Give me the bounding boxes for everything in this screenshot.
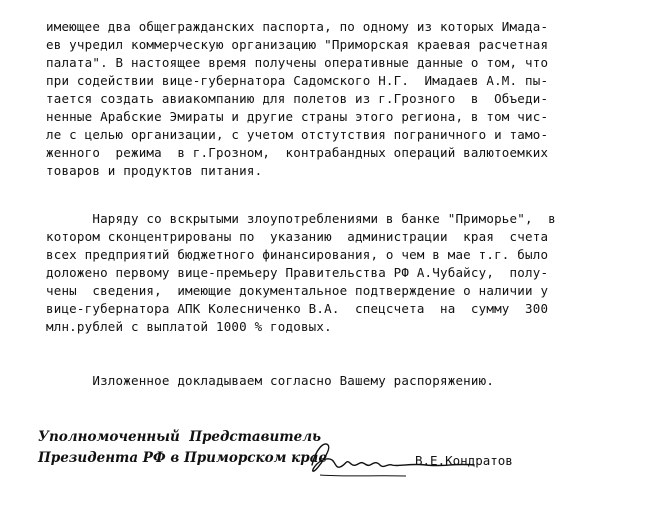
text-line: котором сконцентрированы по указанию администрации края счета xyxy=(46,229,549,244)
paragraph-3 xyxy=(46,372,636,425)
signatory-title-line-1: Уполномоченный Представитель xyxy=(38,429,321,445)
text-line: ненные Арабские Эмираты и другие страны этого региона, в том чис- xyxy=(46,109,549,124)
text-line: доложено первому вице-премьеру Правительства РФ А.Чубайсу, полу- xyxy=(46,265,549,280)
text-line: вице-губернатора АПК Колесниченко В.А. спецсчета на сумму 300 xyxy=(46,301,549,316)
text-line: ле с целью организации, с учетом отстутствия пограничного и тамо- xyxy=(46,127,549,142)
text-line: при содействии вице-губернатора Садомского Н.Г. Имадаев А.М. пы- xyxy=(46,73,549,88)
text-line: ев учредил коммерческую организацию "Приморская краевая расчетная xyxy=(46,37,549,52)
signature-block xyxy=(38,429,638,489)
paragraph-2 xyxy=(46,210,636,368)
signatory-name: В.Е.Кондратов xyxy=(415,453,513,468)
text-line: чены сведения, имеющие документальное подтверждение о наличии у xyxy=(46,283,549,298)
paragraph-1 xyxy=(46,18,636,212)
text-line: товаров и продуктов питания. xyxy=(46,163,263,178)
text-line: Наряду со вскрытыми злоупотреблениями в банке "Приморье", в xyxy=(46,211,556,226)
text-line: женного режима в г.Грозном, контрабандных операций валютоемких xyxy=(46,145,549,160)
text-line: тается создать авиакомпанию для полетов из г.Грозного в Объеди- xyxy=(46,91,549,106)
text-line: всех предприятий бюджетного финансирования, о чем в мае т.г. было xyxy=(46,247,549,262)
text-line: Изложенное докладываем согласно Вашему распоряжению. xyxy=(46,373,495,388)
text-line: палата". В настоящее время получены оперативные данные о том, что xyxy=(46,55,549,70)
text-line: млн.рублей с выплатой 1000 % годовых. xyxy=(46,319,332,334)
text-line: имеющее два общегражданских паспорта, по одному из которых Имада- xyxy=(46,19,549,34)
signatory-title-line-2: Президента РФ в Приморском крае xyxy=(38,450,328,466)
